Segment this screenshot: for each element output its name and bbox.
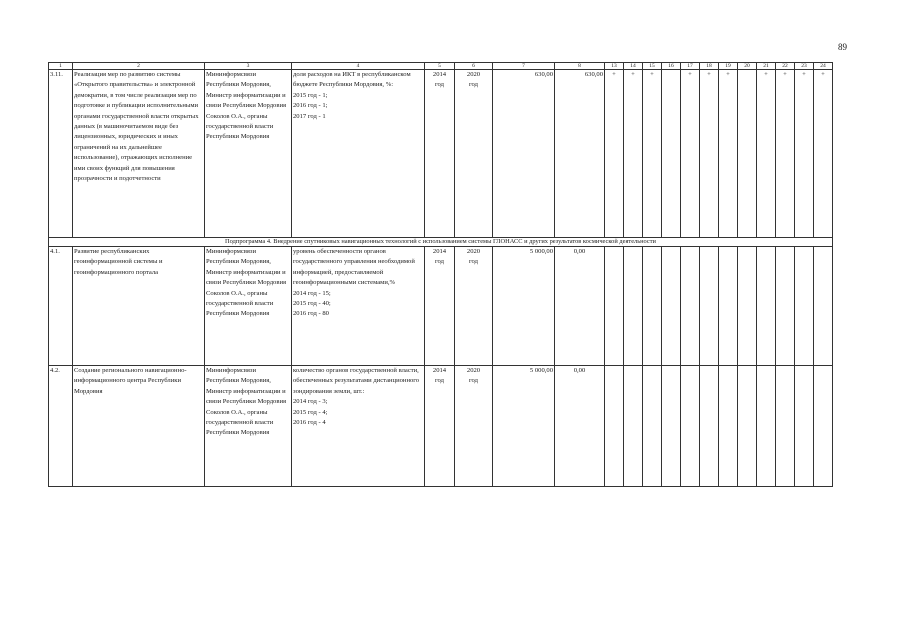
mark-cell — [700, 366, 719, 487]
mark-cell: + — [719, 70, 738, 238]
mark-cell: + — [605, 70, 624, 238]
header-cell: 24 — [814, 63, 833, 70]
responsible-cell: Мининформсвязи Республики Мордовия, Министр информатизации и связи Республики Мордовия Соколов О.А., органы государственной власти Республики Мордовия — [205, 70, 292, 238]
funding-budget-cell: 0,00 — [555, 366, 605, 487]
mark-cell — [719, 247, 738, 366]
funding-total-cell: 630,00 — [493, 70, 555, 238]
mark-cell: + — [700, 70, 719, 238]
table-row — [49, 70, 833, 238]
header-cell: 23 — [795, 63, 814, 70]
table-header-row — [49, 63, 833, 70]
mark-cell: + — [814, 70, 833, 238]
header-cell: 22 — [776, 63, 795, 70]
mark-cell: + — [681, 70, 700, 238]
mark-cell — [681, 366, 700, 487]
row-number: 4.2. — [49, 366, 73, 487]
header-cell: 1 — [49, 63, 73, 70]
funding-total-cell: 5 000,00 — [493, 366, 555, 487]
mark-cell — [738, 366, 757, 487]
mark-cell — [738, 247, 757, 366]
end-year-cell: 2020 год — [455, 366, 493, 487]
header-cell: 5 — [425, 63, 455, 70]
start-year-cell: 2014 год — [425, 247, 455, 366]
mark-cell — [795, 247, 814, 366]
row-number: 3.11. — [49, 70, 73, 238]
mark-cell: + — [624, 70, 643, 238]
mark-cell — [662, 247, 681, 366]
mark-cell — [776, 247, 795, 366]
mark-cell — [624, 366, 643, 487]
header-cell: 18 — [700, 63, 719, 70]
header-cell: 6 — [455, 63, 493, 70]
responsible-cell: Мининформсвязи Республики Мордовия, Министр информатизации и связи Республики Мордовия Соколов О.А., органы государственной власти Республики Мордовия — [205, 247, 292, 366]
funding-budget-cell: 0,00 — [555, 247, 605, 366]
header-cell: 7 — [493, 63, 555, 70]
header-cell: 21 — [757, 63, 776, 70]
funding-budget-cell: 630,00 — [555, 70, 605, 238]
header-cell: 13 — [605, 63, 624, 70]
measure-cell: Реализация мер по развитию системы «Открытого правительства» и электронной демократии, в том числе реализация мер по подготовке и публикации исполнительными органами государственной власти открытых данных (в машиночитаемом виде без лицензионных, юридических и иных ограничений на их дальнейшее использование), отражающих исполнение ими своих функций для повышения прозрачности и подотчетности — [73, 70, 205, 238]
header-cell: 15 — [643, 63, 662, 70]
mark-cell: + — [643, 70, 662, 238]
page-number: 89 — [838, 42, 847, 52]
mark-cell — [605, 247, 624, 366]
header-cell: 17 — [681, 63, 700, 70]
funding-total-cell: 5 000,00 — [493, 247, 555, 366]
indicator-cell: доля расходов на ИКТ в республиканском бюджете Республики Мордовия, %: 2015 год - 1; 2016 год - 1; 2017 год - 1 — [292, 70, 425, 238]
mark-cell — [757, 247, 776, 366]
header-cell: 3 — [205, 63, 292, 70]
mark-cell — [738, 70, 757, 238]
mark-cell — [814, 247, 833, 366]
row-number: 4.1. — [49, 247, 73, 366]
mark-cell: + — [776, 70, 795, 238]
mark-cell — [605, 366, 624, 487]
mark-cell — [681, 247, 700, 366]
mark-cell — [700, 247, 719, 366]
mark-cell — [662, 366, 681, 487]
header-cell: 19 — [719, 63, 738, 70]
responsible-cell: Мининформсвязи Республики Мордовия, Министр информатизации и связи Республики Мордовия Соколов О.А., органы государственной власти Республики Мордовия — [205, 366, 292, 487]
mark-cell — [643, 247, 662, 366]
mark-cell — [624, 247, 643, 366]
mark-cell — [795, 366, 814, 487]
start-year-cell: 2014 год — [425, 70, 455, 238]
mark-cell — [814, 366, 833, 487]
mark-cell — [776, 366, 795, 487]
indicator-cell: количество органов государственной власти, обеспеченных результатами дистанционного зондирования земли, шт.: 2014 год - 3; 2015 год - 4; 2016 год - 4 — [292, 366, 425, 487]
end-year-cell: 2020 год — [455, 247, 493, 366]
header-cell: 20 — [738, 63, 757, 70]
mark-cell: + — [757, 70, 776, 238]
header-cell: 14 — [624, 63, 643, 70]
mark-cell — [662, 70, 681, 238]
subprogram-title: Подпрограмма 4. Внедрение спутниковых навигационных технологий с использованием системы ГЛОНАСС и других результатов космической деятельности — [49, 238, 833, 247]
table-row — [49, 366, 833, 487]
table-row — [49, 247, 833, 366]
start-year-cell: 2014 год — [425, 366, 455, 487]
mark-cell — [643, 366, 662, 487]
end-year-cell: 2020 год — [455, 70, 493, 238]
header-cell: 16 — [662, 63, 681, 70]
mark-cell — [757, 366, 776, 487]
indicator-cell: уровень обеспеченности органов государственного управления необходимой информацией, предоставляемой геоинформационными системами,% 2014 год - 15; 2015 год - 40; 2016 год - 80 — [292, 247, 425, 366]
measure-cell: Создание регионального навигационно-информационного центра Республики Мордовия — [73, 366, 205, 487]
measure-cell: Развитие республиканских геоинформационной системы и геоинформационного портала — [73, 247, 205, 366]
header-cell: 4 — [292, 63, 425, 70]
subprogram-row — [49, 238, 833, 247]
header-cell: 8 — [555, 63, 605, 70]
mark-cell — [719, 366, 738, 487]
header-cell: 2 — [73, 63, 205, 70]
program-table — [48, 62, 833, 487]
mark-cell: + — [795, 70, 814, 238]
